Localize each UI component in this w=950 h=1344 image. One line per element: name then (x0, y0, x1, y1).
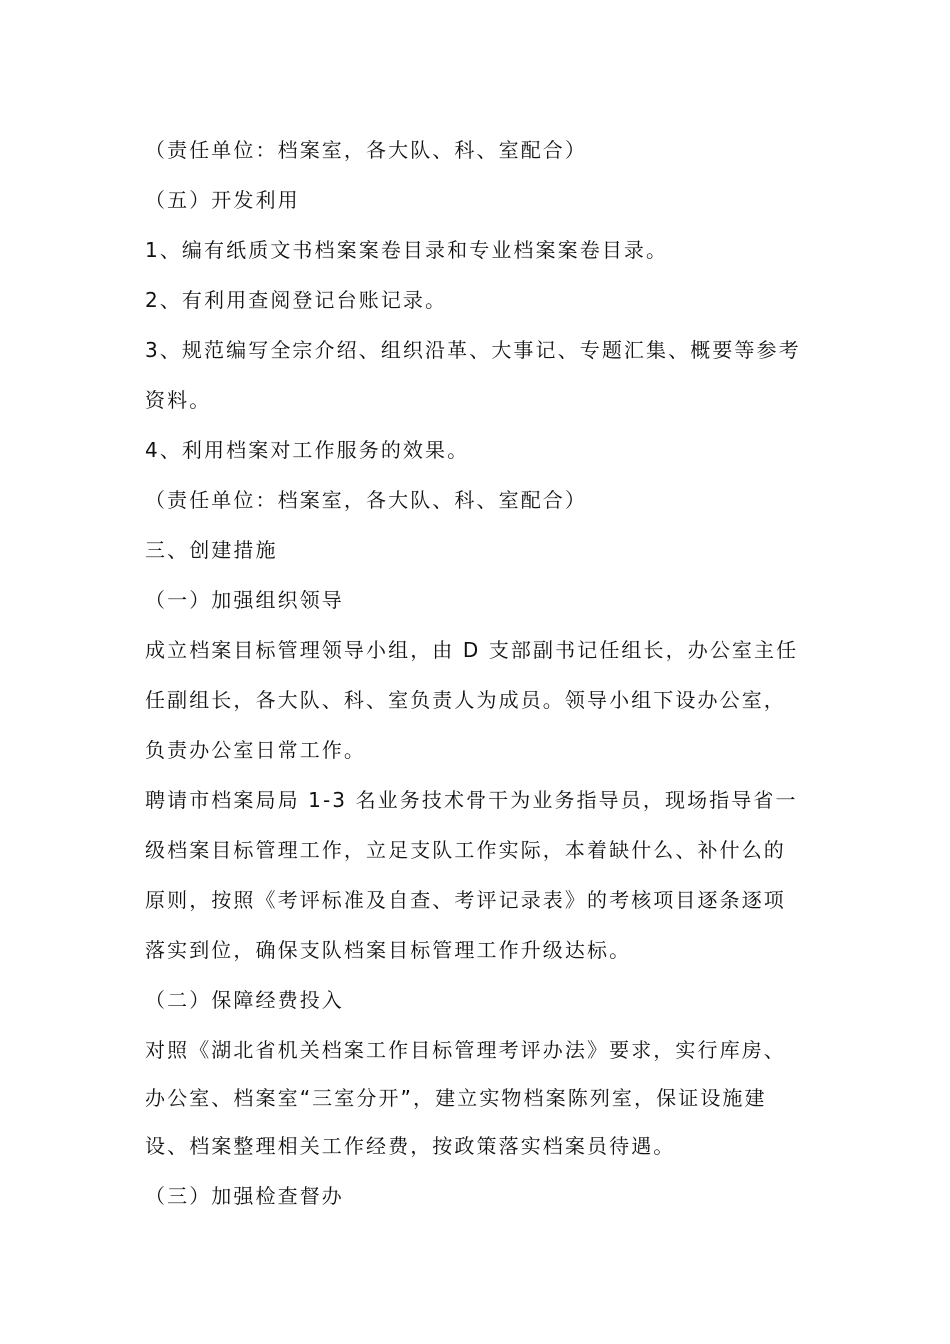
paragraph-line: 落实到位，确保支队档案目标管理工作升级达标。 (145, 938, 632, 962)
paragraph-line: 负责办公室日常工作。 (145, 738, 366, 762)
paragraph-line: 办公室、档案室“三室分开”，建立实物档案陈列室，保证设施建 (145, 1086, 767, 1110)
section-heading-inspection: （三）加强检查督办 (145, 1184, 344, 1208)
list-item-3-continued: 资料。 (145, 388, 212, 412)
paragraph-line: 级档案目标管理工作，立足支队工作实际，本着缺什么、补什么的 (145, 838, 786, 862)
paragraph-line: 聘请市档案局局 1-3 名业务技术骨干为业务指导员，现场指导省一 (145, 788, 798, 812)
paragraph-line: 成立档案目标管理领导小组，由 D 支部副书记任组长，办公室主任 (145, 638, 799, 662)
paragraph-line: 任副组长，各大队、科、室负责人为成员。领导小组下设办公室， (145, 688, 786, 712)
list-item-1: 1、编有纸质文书档案案卷目录和专业档案案卷目录。 (145, 238, 669, 262)
section-heading-funding: （二）保障经费投入 (145, 988, 344, 1012)
paragraph-line: 原则，按照《考评标准及自查、考评记录表》的考核项目逐条逐项 (145, 888, 786, 912)
list-item-2: 2、有利用查阅登记台账记录。 (145, 288, 448, 312)
list-item-3: 3、规范编写全宗介绍、组织沿革、大事记、专题汇集、概要等参考 (145, 338, 801, 362)
responsibility-note-1: （责任单位：档案室，各大队、科、室配合） (145, 138, 587, 162)
chapter-heading-measures: 三、创建措施 (145, 538, 278, 562)
list-item-4: 4、利用档案对工作服务的效果。 (145, 438, 470, 462)
paragraph-line: 对照《湖北省机关档案工作目标管理考评办法》要求，实行库房、 (145, 1038, 786, 1062)
responsibility-note-2: （责任单位：档案室，各大队、科、室配合） (145, 488, 587, 512)
section-heading-development: （五）开发利用 (145, 188, 300, 212)
paragraph-line: 设、档案整理相关工作经费，按政策落实档案员待遇。 (145, 1134, 676, 1158)
section-heading-leadership: （一）加强组织领导 (145, 588, 344, 612)
